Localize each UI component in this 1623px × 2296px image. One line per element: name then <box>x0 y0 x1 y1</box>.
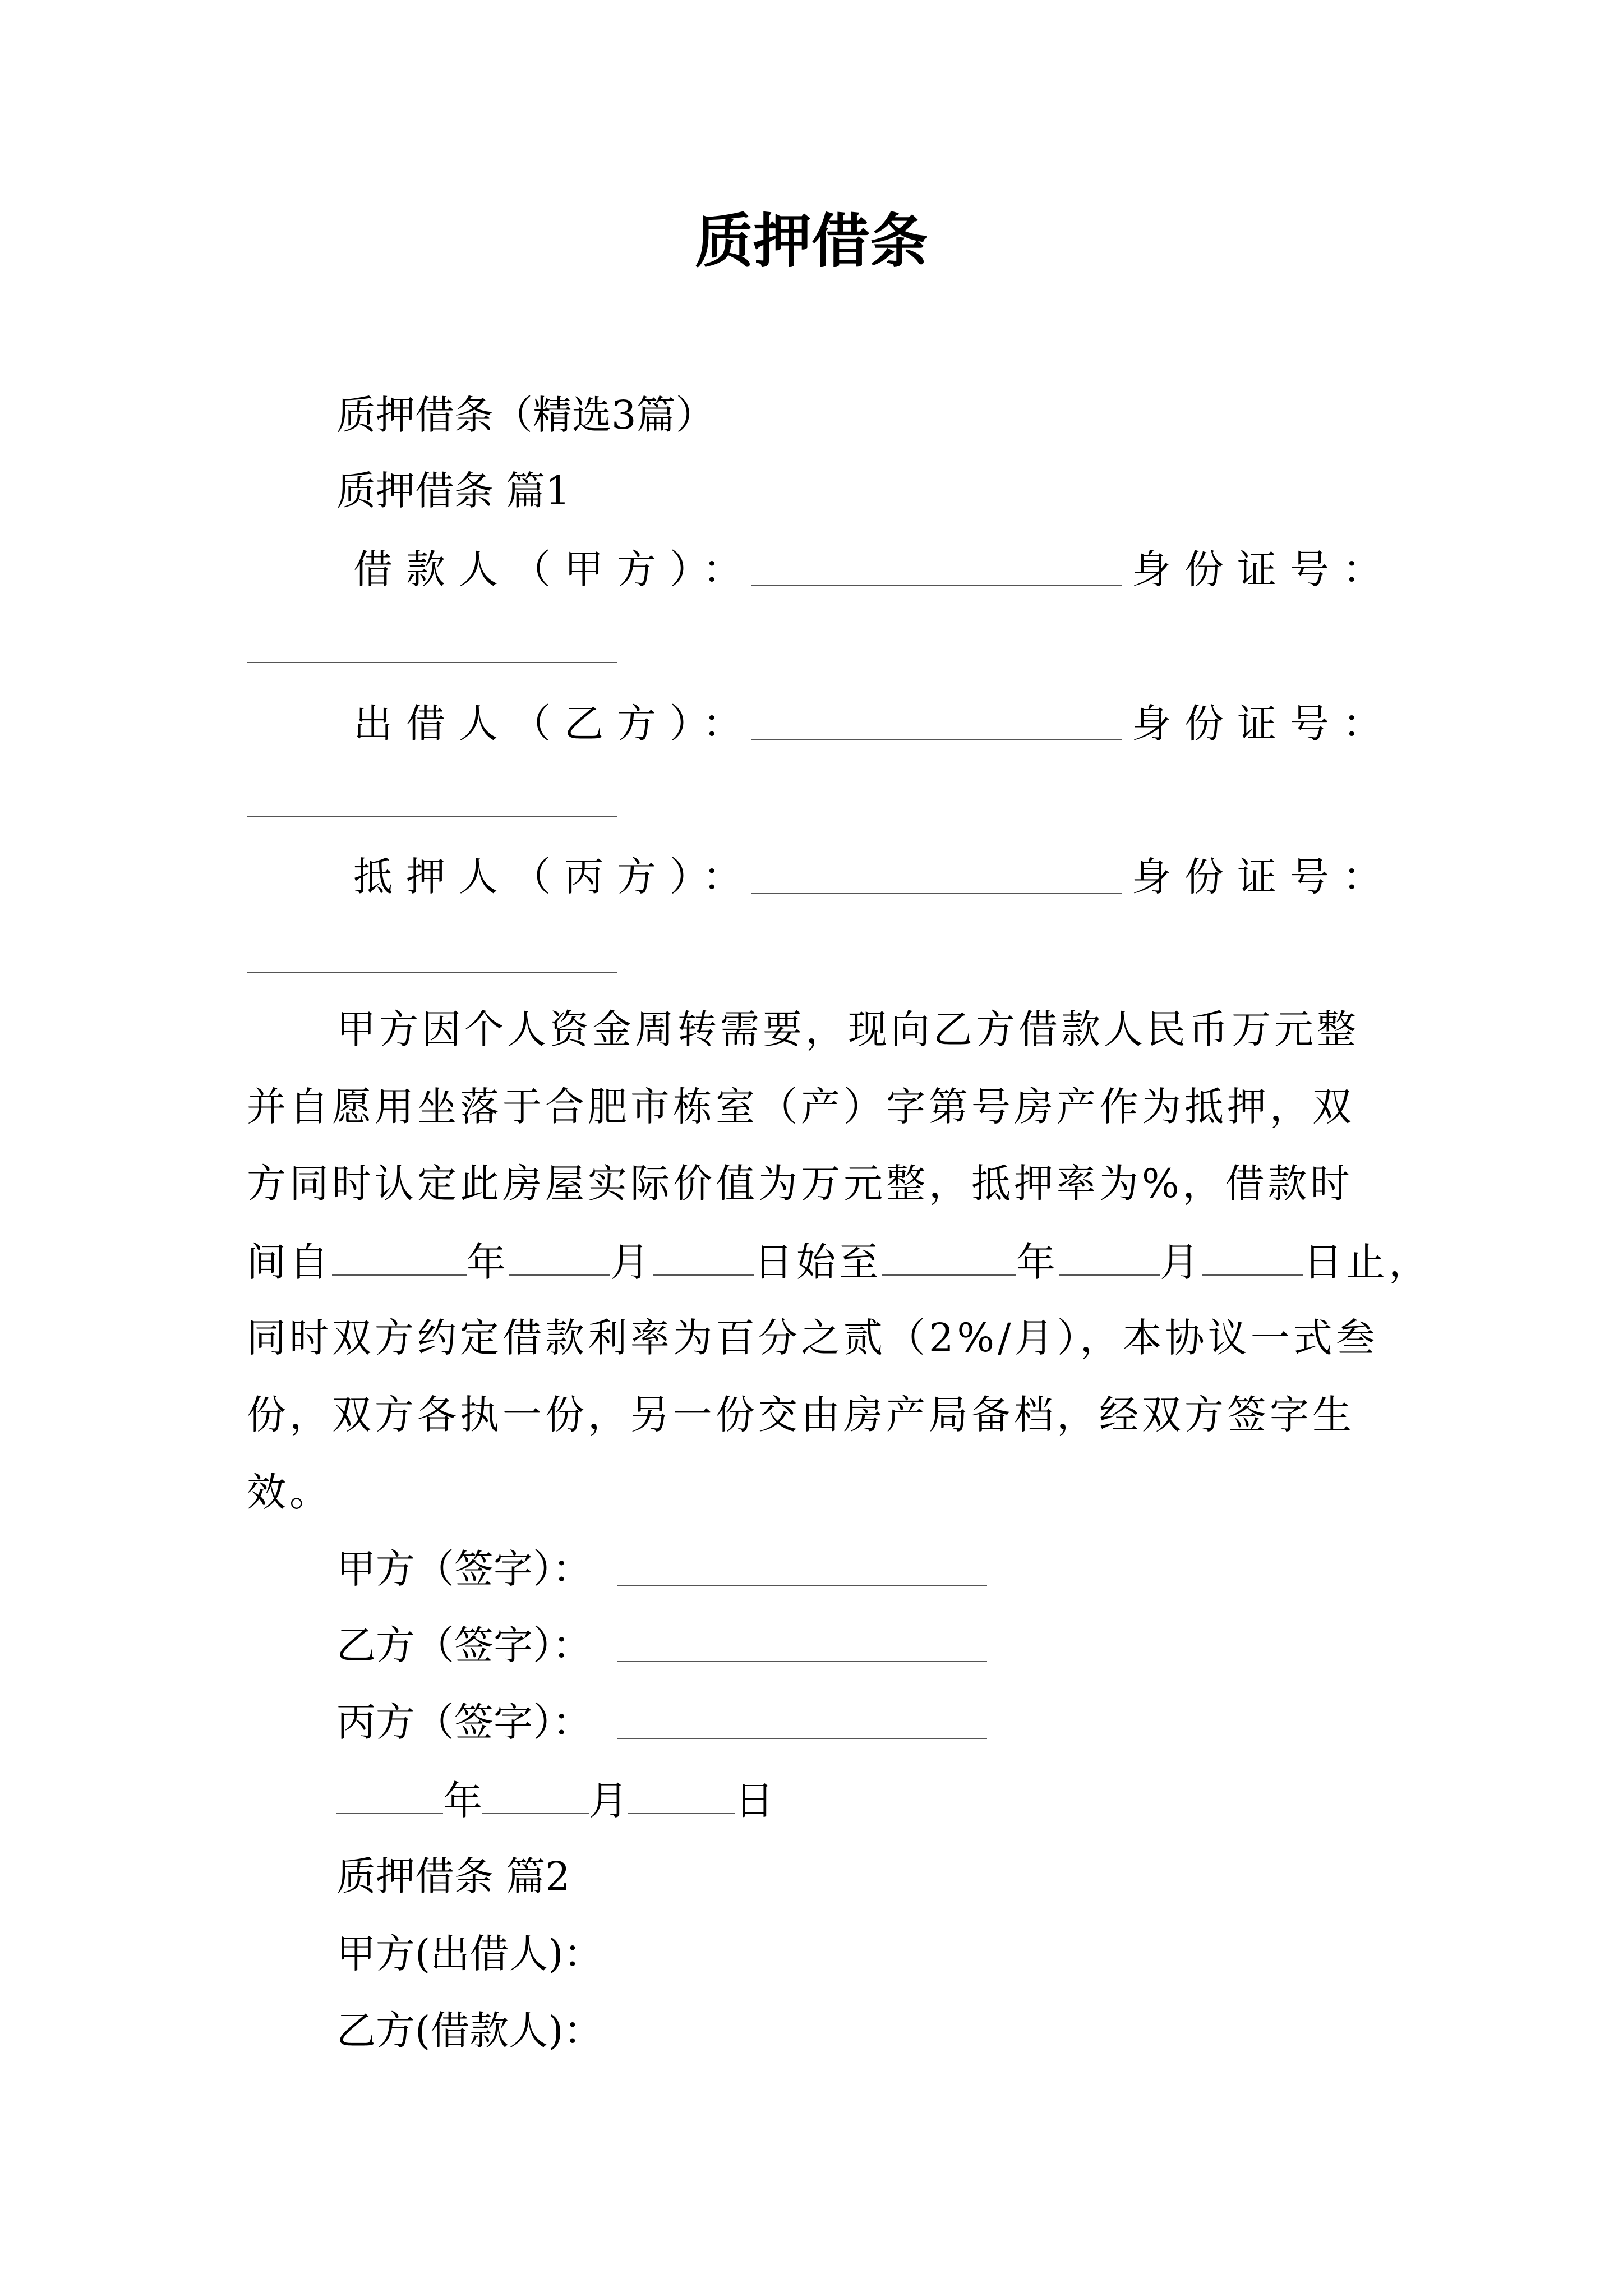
section1-heading: 质押借条 篇1 <box>336 468 570 514</box>
party-b-signature-label: 乙方（签字）： <box>336 1622 592 1668</box>
date-year-label: 年 <box>443 1778 482 1824</box>
section2-borrower-label: 乙方(借款人)： <box>336 2008 603 2054</box>
party-b-signature-blank <box>617 1661 987 1662</box>
body-line-4-year: 年 <box>467 1239 509 1285</box>
party-a-signature-blank <box>617 1585 987 1586</box>
body-line-4-month: 月 <box>610 1239 653 1285</box>
section2-lender-label: 甲方(出借人)： <box>336 1931 603 1977</box>
start-day-blank <box>653 1241 754 1276</box>
body-line-7: 效。 <box>247 1469 332 1515</box>
body-line-3: 方同时认定此房屋实际价值为万元整，抵押率为%，借款时 <box>247 1161 1353 1207</box>
date-month-blank <box>482 1779 589 1814</box>
party-a-signature-label: 甲方（签字）： <box>336 1546 592 1592</box>
borrower-id-label: 身份证号： <box>1132 546 1395 592</box>
party-c-signature-label: 丙方（签字）： <box>336 1699 592 1745</box>
date-year-blank <box>336 1779 443 1814</box>
section2-heading: 质押借条 篇2 <box>336 1853 570 1899</box>
pledger-name-blank <box>751 893 1122 894</box>
lender-id-blank <box>247 816 617 817</box>
body-line-4 <box>247 1239 1431 1285</box>
lender-id-label: 身份证号： <box>1132 701 1395 747</box>
document-title: 质押借条 <box>694 206 928 275</box>
end-day-blank <box>1202 1241 1303 1276</box>
date-month-label: 月 <box>589 1778 628 1824</box>
body-line-5: 同时双方约定借款利率为百分之贰（2%/月），本协议一式叁 <box>247 1315 1378 1361</box>
party-c-signature-blank <box>617 1738 987 1739</box>
pledger-label: 抵押人（丙方）： <box>353 854 755 900</box>
signature-date-line <box>336 1778 774 1824</box>
date-day-label: 日 <box>735 1778 774 1824</box>
body-line-4-day-start: 日始至 <box>754 1239 882 1285</box>
body-line-4-end: 日止， <box>1303 1239 1431 1285</box>
borrower-id-blank <box>247 662 617 663</box>
borrower-label: 借款人（甲方）： <box>353 546 755 592</box>
lender-label: 出借人（乙方）： <box>353 701 755 747</box>
start-year-blank <box>332 1241 467 1276</box>
start-month-blank <box>509 1241 610 1276</box>
lender-name-blank <box>751 739 1122 740</box>
date-day-blank <box>628 1779 735 1814</box>
borrower-name-blank <box>751 585 1122 586</box>
body-line-2: 并自愿用坐落于合肥市栋室（产）字第号房产作为抵押，双 <box>247 1084 1355 1130</box>
pledger-id-label: 身份证号： <box>1132 854 1395 900</box>
end-month-blank <box>1059 1241 1160 1276</box>
body-line-4-month2: 月 <box>1160 1239 1202 1285</box>
pledger-id-blank <box>247 972 617 973</box>
body-line-1: 甲方因个人资金周转需要，现向乙方借款人民币万元整 <box>336 1006 1359 1052</box>
document-subtitle: 质押借条（精选3篇） <box>336 392 715 438</box>
body-line-6: 份，双方各执一份，另一份交由房产局备档，经双方签字生 <box>247 1392 1355 1438</box>
end-year-blank <box>882 1241 1016 1276</box>
body-line-4-year2: 年 <box>1016 1239 1059 1285</box>
body-line-4-start: 间自 <box>247 1239 332 1285</box>
